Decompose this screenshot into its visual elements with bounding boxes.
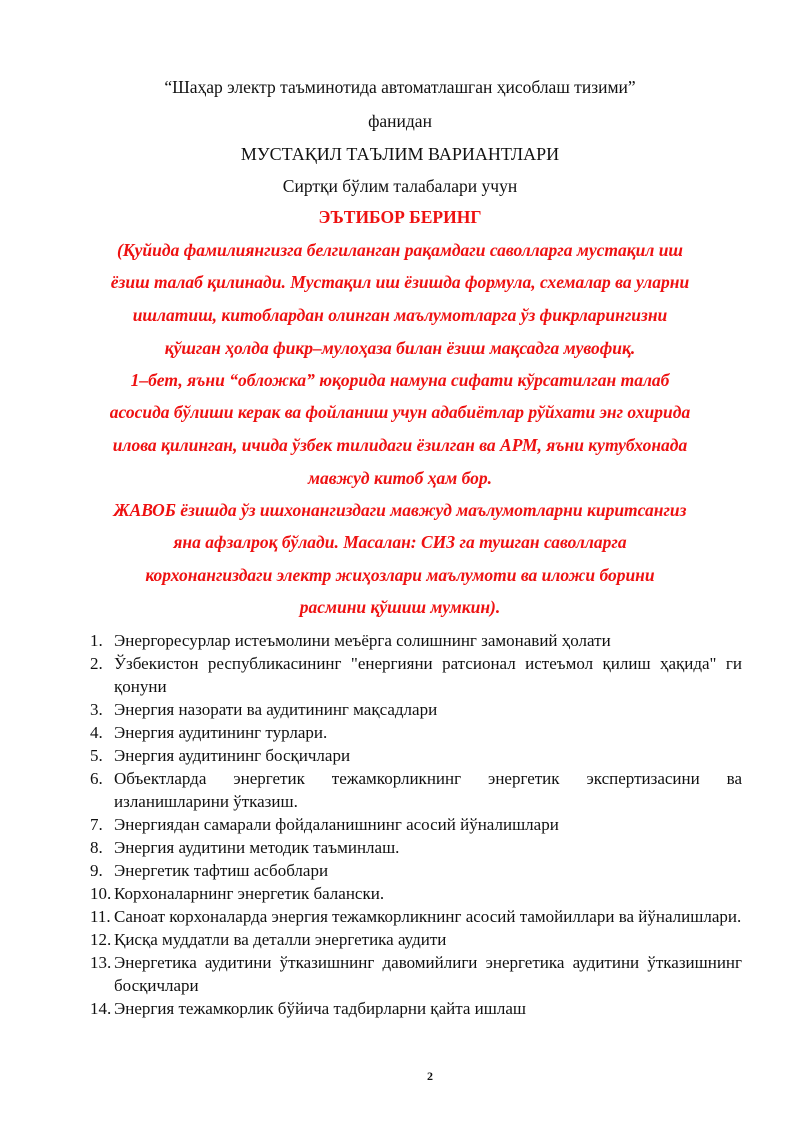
list-item-text: Корхоналарнинг энергетик балански. <box>114 884 385 903</box>
notice-line: илова қилинган, ичида ўзбек тилидаги ёзилган ва АРМ, яъни кутубхонада <box>112 435 688 455</box>
notice-line: мавжуд китоб ҳам бор. <box>307 468 493 488</box>
list-item-text: Саноат корхоналарда энергия тежамкорликнинг асосий тамойиллари ва йўналишлари. <box>114 907 742 926</box>
notice-line: 1–бет, яъни “обложка” юқорида намуна сифати кўрсатилган талаб <box>130 370 670 390</box>
list-item-number: 3. <box>90 700 103 719</box>
list-item-number: 4. <box>90 723 103 742</box>
notice-line: ЖАВОБ ёзишда ўз ишхонангиздаги мавжуд маълумотларни киритсангиз <box>113 500 687 520</box>
list-item-number: 1. <box>90 631 103 650</box>
list-item-number: 8. <box>90 838 103 857</box>
notice-line: яна афзалроқ бўлади. Масалан: СИЗ га тушган саволларга <box>173 532 627 552</box>
notice-line: (Қуйида фамилиянгизга белгиланган рақамдаги саволларга мустақил иш <box>116 240 684 260</box>
list-item-number: 2. <box>90 654 103 673</box>
list-item-text: Энергия аудитининг турлари. <box>114 723 328 742</box>
list-item <box>90 882 742 905</box>
notice-title: ЭЪТИБОР БЕРИНГ <box>318 207 482 227</box>
list-item-text: Қисқа муддатли ва деталли энергетика аудити <box>114 930 447 949</box>
list-item <box>90 767 742 813</box>
list-item-text: Энергетик тафтиш асбоблари <box>114 861 329 880</box>
list-item <box>90 629 742 652</box>
topic-list <box>90 629 742 1020</box>
list-item-text: Энергия назорати ва аудитининг мақсадлари <box>114 700 438 719</box>
list-item-number: 11. <box>90 907 111 926</box>
list-item <box>90 744 742 767</box>
list-item-number: 10. <box>90 884 112 903</box>
list-item <box>90 813 742 836</box>
list-item-number: 9. <box>90 861 103 880</box>
notice-line: ёзиш талаб қилинади. Мустақил иш ёзишда формула, схемалар ва уларни <box>110 272 690 292</box>
list-item-text: Энергиядан самарали фойдаланишнинг асосий йўналишлари <box>114 815 559 834</box>
notice-line: корхонангиздаги электр жиҳозлари маълумоти ва иложи борини <box>145 565 655 585</box>
audience-line: Сиртқи бўлим талабалари учун <box>282 176 518 196</box>
list-item-number: 13. <box>90 953 112 972</box>
list-item <box>90 951 742 997</box>
list-item <box>90 836 742 859</box>
list-item <box>90 721 742 744</box>
list-item-number: 5. <box>90 746 103 765</box>
list-item <box>90 698 742 721</box>
list-item <box>90 905 742 928</box>
list-item <box>90 997 742 1020</box>
list-item-number: 6. <box>90 769 103 788</box>
list-item-number: 7. <box>90 815 103 834</box>
list-item-number: 12. <box>90 930 112 949</box>
list-item <box>90 652 742 698</box>
list-item-text: Ўзбекистон республикасининг "енергияни ратсионал истеъмол қилиш ҳақида" ги қонуни <box>114 654 742 696</box>
course-subtitle: фанидан <box>368 111 432 131</box>
list-item-text: Энергоресурлар истеъмолини меъёрга солишнинг замонавий ҳолати <box>114 631 611 650</box>
notice-line: ишлатиш, китоблардан олинган маълумотларга ўз фикрларингизни <box>132 305 668 325</box>
course-title: “Шаҳар электр таъминотида автоматлашган ҳисоблаш тизими” <box>164 77 636 97</box>
notice-line: асосида бўлиши керак ва фойланиш учун адабиётлар рўйхати энг охирида <box>109 402 691 422</box>
notice-line: қўшган ҳолда фикр–мулоҳаза билан ёзиш мақсадга мувофиқ. <box>164 338 636 358</box>
list-item <box>90 859 742 882</box>
list-item-text: Энергия аудитининг босқичлари <box>114 746 351 765</box>
list-item-text: Энергетика аудитини ўтказишнинг давомийлиги энергетика аудитини ўтказишнинг босқичлари <box>114 953 742 995</box>
list-item <box>90 928 742 951</box>
notice-line: расмини қўшиш мумкин). <box>299 597 501 617</box>
list-item-number: 14. <box>90 999 112 1018</box>
list-item-text: Объектларда энергетик тежамкорликнинг энергетик экспертизасини ва изланишларини ўтказиш. <box>114 769 742 811</box>
page-title: МУСТАҚИЛ ТАЪЛИМ ВАРИАНТЛАРИ <box>240 144 560 164</box>
page-number: 2 <box>427 1069 433 1083</box>
list-item-text: Энергия тежамкорлик бўйича тадбирларни қайта ишлаш <box>114 999 526 1018</box>
list-item-text: Энергия аудитини методик таъминлаш. <box>114 838 400 857</box>
